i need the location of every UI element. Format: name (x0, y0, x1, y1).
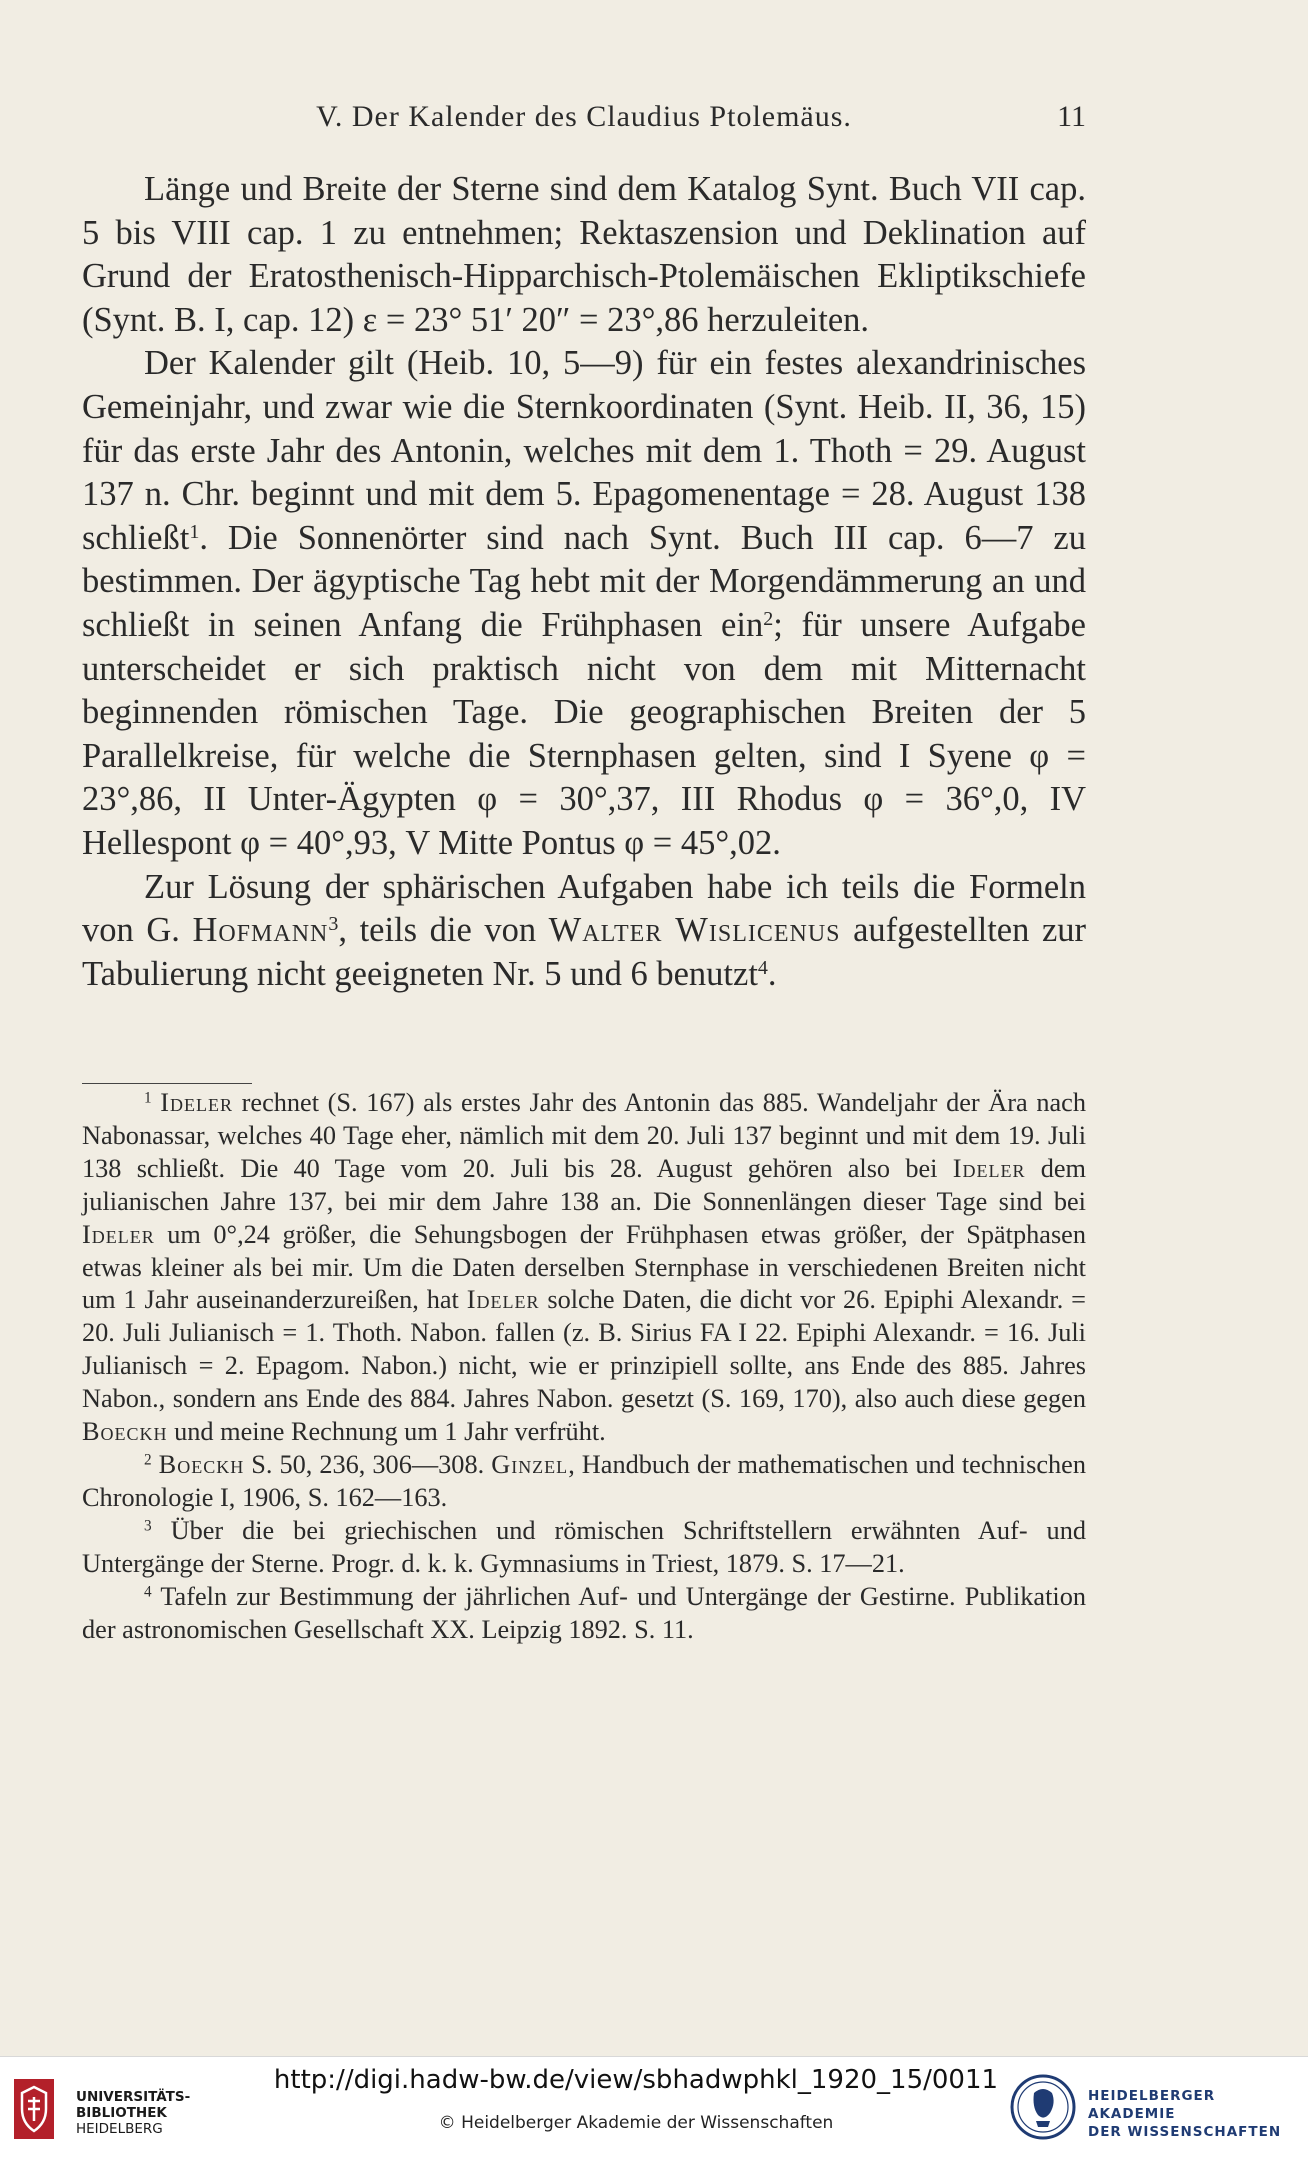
footnote-2-author-2: Ginzel (491, 1449, 569, 1479)
footnote-4-number: 4 (144, 1583, 152, 1601)
footnote-1-text-b: dem julianischen Jahre 137, bei mir dem Jahre 138 an. Die Sonnenlängen dieser Tage sind bei (82, 1153, 1086, 1216)
academy-name (1088, 2087, 1308, 2141)
permalink-url[interactable]: http://digi.hadw-bw.de/view/sbhadwphkl_1920_15/0011 (273, 2065, 999, 2095)
footnote-1-text-a: rechnet (S. 167) als erstes Jahr des Antonin das 885. Wandeljahr der Ära nach Nabonassar, welches 40 Tage eher, nämlich mit dem 20. Juli 137 beginnt und mit dem 19. Juli 138 schließt. Die 40 Tage vom 20. Juli bis 28. August gehören also bei (82, 1088, 1086, 1183)
footnote-4 (82, 1581, 1086, 1647)
uni-line-3: HEIDELBERG (76, 2121, 163, 2137)
academy-line-1: HEIDELBERGER AKADEMIE (1088, 2088, 1216, 2122)
university-library-name (76, 2089, 190, 2137)
university-library-logo[interactable] (14, 2079, 234, 2139)
footnote-2-text-b: , Handbuch der mathematischen und technischen Chronologie I, 1906, S. 162—163. (82, 1449, 1086, 1512)
footnote-2 (82, 1449, 1086, 1515)
footnote-1-text-e: und meine Rechnung um 1 Jahr verfrüht. (167, 1417, 606, 1447)
footnote-1-text-d: solche Daten, die dicht vor 26. Epiphi Alexandr. = 20. Juli Julianisch = 1. Thoth. Nabon. fallen (z. B. Sirius FA I 22. Epiphi Alexandr. = 16. Juli Julianisch = 2. Epagom. Nabon.) nicht, wie er prinzipiell sollte, ans Ende des 885. Jahres Nabon., sondern ans Ende des 884. Jahres Nabon. gesetzt (S. 169, 170), also auch diese gegen (82, 1285, 1086, 1414)
footnote-2-number: 2 (144, 1451, 152, 1469)
academy-line-2: DER WISSENSCHAFTEN (1088, 2124, 1282, 2140)
footnote-ref-2[interactable]: 2 (763, 607, 774, 630)
paragraph-3-part-d: . (767, 954, 777, 993)
footnote-1-author-3: Ideler (82, 1219, 155, 1249)
footnote-2-author: Boeckh (158, 1449, 245, 1479)
footnote-1-author: Ideler (160, 1088, 234, 1117)
footnote-4-text: Tafeln zur Bestimmung der jährlichen Auf- und Untergänge der Gestirne. Publikation der astronomischen Gesellschaft XX. Leipzig 1892. S. 11. (82, 1581, 1086, 1644)
footnote-3-text: Über die bei griechischen und römischen Schriftstellern erwähnten Auf- und Untergänge der Sterne. Progr. d. k. k. Gymnasiums in Triest, 1879. S. 17—21. (82, 1515, 1086, 1578)
paragraph-2-part-a: Der Kalender gilt (Heib. 10, 5—9) für ein festes alexandrinisches Gemeinjahr, und zwar wie die Sternkoordinaten (Synt. Heib. II, 36, 15) für das erste Jahr des Antonin, welches mit dem 1. Thoth = 29. August 137 n. Chr. beginnt und mit dem 5. Epagomenentage = 28. August 138 schließt (82, 344, 1086, 557)
footnote-1 (82, 1087, 1086, 1449)
paragraph-3-part-c: aufgestellten zur Tabulierung nicht geeigneten Nr. 5 und 6 benutzt (82, 911, 1086, 993)
footnotes (82, 1087, 1086, 1646)
footnote-1-number: 1 (144, 1089, 152, 1107)
footnote-3-number: 3 (144, 1517, 152, 1535)
paragraph-2-part-b: . Die Sonnenörter sind nach Synt. Buch III cap. 6—7 zu bestimmen. Der ägyptische Tag hebt mit der Morgendämmerung an und schließt in seinen Anfang die Frühphasen ein (82, 518, 1086, 644)
footnote-1-text-c: um 0°,24 größer, die Sehungsbogen der Frühphasen etwas größer, der Spätphasen etwas kleiner als bei mir. Um die Daten derselben Sternphase in verschiedenen Breiten nicht um 1 Jahr auseinanderzureißen, hat (82, 1219, 1086, 1315)
author-wislicenus: Walter Wislicenus (548, 911, 841, 950)
viewer-footer (0, 2056, 1308, 2159)
footnote-ref-4[interactable]: 4 (757, 956, 768, 979)
paragraph-2-part-c: ; für unsere Aufgabe unterscheidet er sich praktisch nicht von dem mit Mitternacht beginnenden römischen Tage. Die geographischen Breiten der 5 Parallelkreise, für welche die Sternphasen gelten, sind I Syene φ = 23°,86, II Unter-Ägypten φ = 30°,37, III Rhodus φ = 36°,0, IV Hellespont φ = 40°,93, V Mitte Pontus φ = 45°,02. (82, 605, 1086, 862)
footnote-divider (82, 1083, 252, 1084)
uni-line-1: UNIVERSITÄTS- (76, 2089, 191, 2105)
footnote-1-author-4: Ideler (466, 1285, 540, 1315)
main-text (82, 168, 1086, 996)
footnote-1-author-2: Ideler (952, 1153, 1026, 1183)
author-hofmann: Hofmann (192, 911, 329, 950)
footnote-3 (82, 1515, 1086, 1581)
paragraph-2 (82, 342, 1086, 865)
footnote-2-text-a: S. 50, 236, 306—308. (244, 1449, 492, 1479)
copyright-notice: © Heidelberger Akademie der Wissenschaften (438, 2113, 834, 2133)
uni-line-2: BIBLIOTHEK (76, 2105, 167, 2121)
uni-crest-icon (14, 2079, 54, 2139)
paragraph-1: Länge und Breite der Sterne sind dem Katalog Synt. Buch VII cap. 5 bis VIII cap. 1 zu entnehmen; Rektaszension und Deklination auf Grund der Eratosthenisch-Hipparchisch-Ptolemäischen Ekliptikschiefe (Synt. B. I, cap. 12) ε = 23° 51′ 20″ = 23°,86 herzuleiten. (82, 170, 1086, 339)
page-number: 11 (1057, 100, 1086, 133)
paragraph-3-part-a: Zur Lösung der sphärischen Aufgaben habe ich teils die Formeln von G. (82, 867, 1086, 950)
running-head-title: V. Der Kalender des Claudius Ptolemäus. (316, 100, 852, 133)
footnote-1-author-5: Boeckh (82, 1417, 168, 1447)
footnote-ref-1[interactable]: 1 (189, 520, 200, 543)
paragraph-3-part-b: , teils die von (338, 911, 549, 950)
footnote-ref-3[interactable]: 3 (328, 913, 339, 936)
academy-seal-icon[interactable] (1010, 2071, 1076, 2143)
paragraph-3 (82, 866, 1086, 997)
running-head (82, 94, 1086, 140)
